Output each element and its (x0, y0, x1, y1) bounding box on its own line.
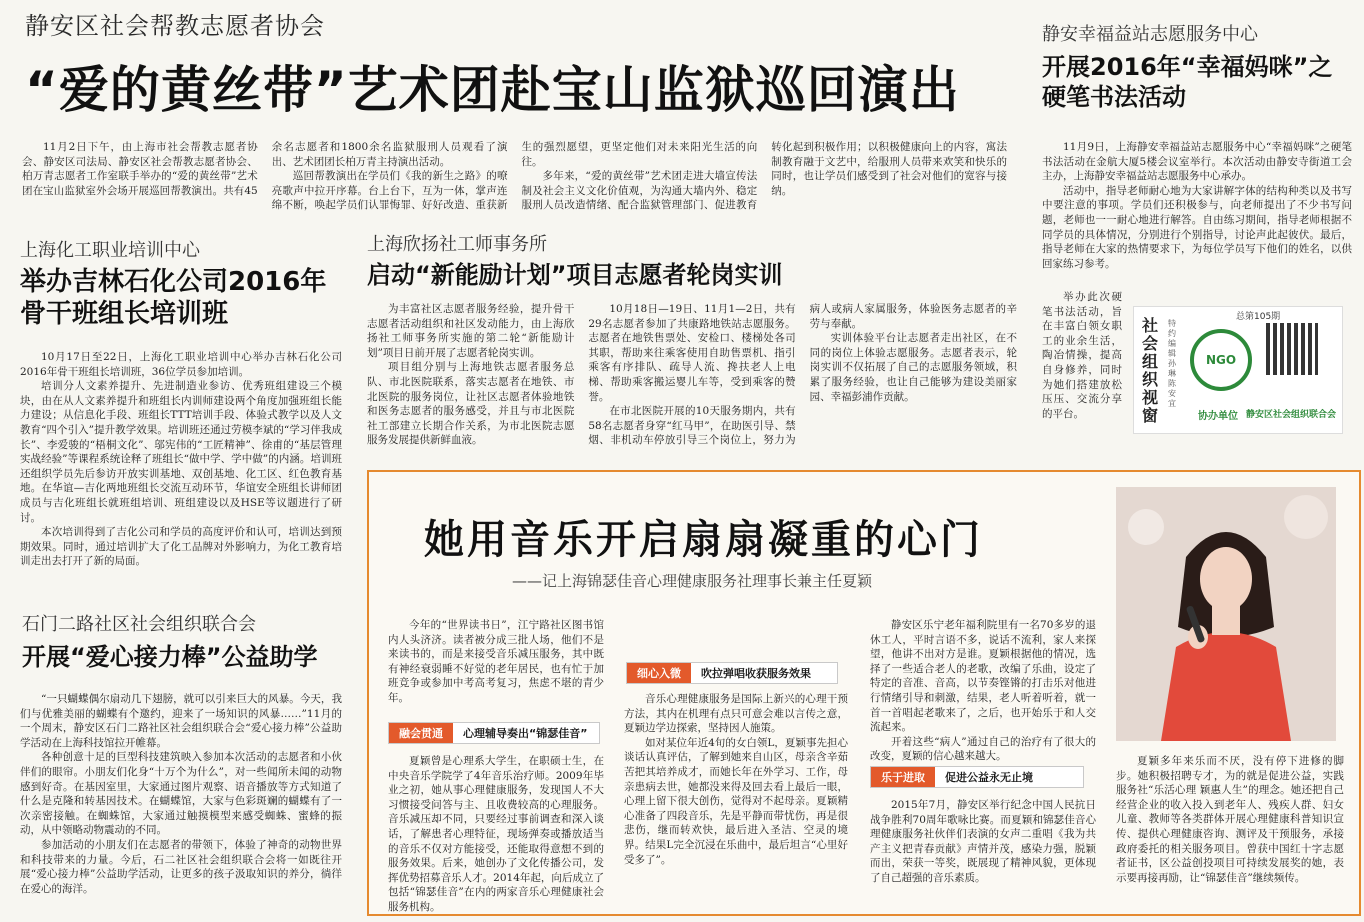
paragraph: 巡回帮教演出在学员们《我的新生之路》的嘹亮歌声中拉开序幕。台上台下，互为一体，掌声连绵不断，唤起学员们认罪悔罪、好好改造、重获新生的强烈愿望，更坚定他们对未来阳光生活的向往。 (271, 141, 758, 212)
singer-illustration-icon (1116, 487, 1336, 741)
paragraph: 本次培训得到了吉化公司和学员的高度评价和认可，培训达到预期效果。同时，通过培训扩大了化工品牌对外影响力，为化工教育培训走出去打开了新的局面。 (20, 526, 342, 568)
top-article-org: 静安区社会帮教志愿者协会 (25, 12, 325, 40)
tag-label: 吹拉弹唱收获服务效果 (701, 667, 811, 680)
feature-section-2-cont (870, 618, 1096, 763)
section-tag-2 (626, 662, 838, 684)
paragraph: 10月17日至22日，上海化工职业培训中心举办吉林石化公司2016年骨干班组长培训班，36位学员参加培训。 (20, 351, 342, 378)
paragraph: “一只蝴蝶偶尔扇动几下翅膀，就可以引来巨大的风暴。今天，我们与优雅美丽的蝴蝶有个邀约，迎来了一场知识的风暴……”11月的一个周末，静安区石门二路社区社会组织联合会“爱心接力棒”公益助学活动在上海科技馆拉开帷幕。 (20, 693, 342, 749)
left-article-1-body (20, 350, 342, 592)
tag-badge: 融会贯通 (389, 723, 453, 743)
ngo-emblem-text: NGO (1205, 353, 1237, 367)
feature-section-1 (388, 754, 604, 918)
tag-badge: 细心入微 (627, 663, 691, 683)
top-article-headline: “爱的黄丝带”艺术团赴宝山监狱巡回演出 (25, 61, 960, 119)
portrait-photo (1116, 487, 1336, 741)
feature-section-2 (624, 692, 848, 918)
qr-code-icon (1266, 323, 1318, 375)
paragraph: 11月9日，上海静安幸福益站志愿服务中心“幸福妈咪”之硬笔书法活动在金航大厦5楼会议室举行。本次活动由静安寺街道工会主办，上海静安幸福益站志愿服务中心承办。 (1042, 141, 1352, 183)
paragraph: 项目组分别与上海地铁志愿者服务总队、市北医院联系，落实志愿者在地铁、市北医院的服务岗位，让社区志愿者体验地铁和医务志愿者的服务感受，并且与市北医院社工部建立长期合作关系，为市北医院志愿服务发展提供新鲜血液。 (367, 361, 575, 447)
paragraph: 2015年7月，静安区举行纪念中国人民抗日战争胜利70周年歌咏比赛。而夏颖和锦瑟佳音心理健康服务社伙伴们表演的女声二重唱《我为共产主义把青春贡献》声情并茂，感染力强，脱颖而出，荣获一等奖，既展现了精神风貌，更体现了自己超强的音乐素质。 (870, 799, 1096, 884)
paragraph: 培训分人文素养提升、先进制造业参访、优秀班组建设三个模块，由在从人文素养提升和班组长内训师建设两个角度加强班组长能力建设；从信息化手段、班组长TTT培训手段、体验式教学以及人文教育“四个引入”提升教学效果。培训班还通过劳模李斌的“学习伴我成长”、李爱骏的“梧桐文化”、邬宪伟的“工匠精神”、徐甫的“基层管理实战经验”等课程系统诠释了班组长“做中学、学中做”的内涵。培训班还组织学员先后参访开放实训基地、双创基地、化工区、红色教育基地。在华谊—吉化两地班组长交流互动环节，华谊安全班组长讲师团成员与吉化班组长就班组培训、班组建设以及HSE等议题进行了研讨。 (20, 380, 342, 524)
left-article-2-headline: 开展“爱心接力棒”公益助学 (22, 643, 318, 671)
paragraph: 11月2日下午，由上海市社会帮教志愿者协会、静安区司法局、静安区社会帮教志愿者协会、柏万青志愿者工作室联手举办的“爱的黄丝带”艺术团在宝山监狱室外会场开展巡回帮教演出。共有45余名志愿者和1800余名监狱服刑人员观看了演出、艺术团团长柏万青主持演出活动。 (22, 141, 508, 197)
tag-label: 促进公益永无止境 (945, 771, 1033, 784)
paragraph: 开着这些“病人”通过自己的治疗有了很大的改变，夏颖的信心越来越大。 (870, 735, 1096, 763)
paragraph: 静安区乐宁老年福利院里有一名70多岁的退休工人，平时言语不多，说话不流利，家人来探望，他讲不出对方是谁。夏颖根据他的情况，选择了一些适合老人的老歌，改编了乐曲，设定了特定的音准、音高，以节奏铿锵的打击乐对他进行情绪引导和刺激，结果，老人听着听着，就一首一首唱起老歌来了，之后，也开始乐于和人交流起来。 (870, 619, 1096, 734)
section-tag-1 (388, 722, 600, 744)
left-article-2-org: 石门二路社区社会组织联合会 (22, 614, 256, 635)
tag-badge: 乐于进取 (871, 767, 935, 787)
social-org-window-ad (1133, 306, 1343, 434)
ad-footer-org: 静安区社会组织联合会 (1246, 410, 1337, 420)
left-article-2-body (20, 692, 342, 920)
right-article-tail (1042, 290, 1122, 460)
paragraph: 今年的“世界读书日”，江宁路社区图书馆内人头济济。读者被分成三批人场，他们不是来读书的，而是来接受音乐减压服务，其中既有神经衰弱睡不好觉的老年居民，也有忙于加班竞争或参加中考高考复习，焦虑不堪的青少年。 (388, 619, 604, 704)
ad-vertical-title: 社会组织视窗 (1142, 316, 1159, 425)
right-article-body (1042, 140, 1352, 298)
top-article-body (22, 140, 1007, 225)
ngo-emblem-icon (1190, 329, 1252, 391)
paragraph: 如对某位年近4旬的女白领L，夏颖事先担心谈话认真评估，了解到她来自山区，母亲含辛茹苦把其培养成才，而她长年在外学习、工作，母亲患病去世，她都没来得及回去看上最后一眼，心理上留下很大创伤，觉得对不起母亲。夏颖精心准备了四段音乐，先是平静而带忧伤，再是很悲伤，继而转欢快，最后进入圣洁、空灵的境界。结果L完全沉浸在乐曲中，最后坦言“心里好受多了”。 (624, 736, 848, 866)
paragraph: 参加活动的小朋友们在志愿者的带领下，体验了神奇的动物世界和科技带来的力量。今后，石二社区社会组织联合会将一如既往开展“爱心接力棒”公益助学活动，让更多的孩子汲取知识的养分，徜徉在爱心的海洋。 (20, 838, 342, 895)
left-article-1-org: 上海化工职业培训中心 (20, 240, 200, 261)
paragraph: 10月18日—19日、11月1—2日，共有29名志愿者参加了共康路地铁站志愿服务。志愿者在地铁售票处、安检口、楼梯处各司其职，帮助来往乘客使用自助售票机、指引乘客有序排队、疏导人流、搀扶老人上电梯、帮助乘客搬运婴儿车等，受到乘客的赞誉。 (588, 303, 796, 403)
feature-right-column (1116, 754, 1344, 914)
paragraph: 各种创意十足的巨型科技建筑映入参加本次活动的志愿者和小伙伴们的眼帘。小朋友们化身“十万个为什么”，对一些闻所未闻的动物感到好奇。在基因室里，大家通过图片观察、语音播放等方式知道了什么是克隆和转基因技术。在蝴蝶馆，大家与色彩斑斓的蝴蝶有了一次亲密接触。在蜘蛛馆，大家通过触摸模型来感受蜘蛛、蜜蜂的振动，从中领略动物震动的不同。 (20, 751, 342, 837)
paragraph: 音乐心理健康服务是国际上新兴的心理干预方法，其内在机理有点只可意会难以言传之意，夏颖边学边探索，坚持因人施策。 (624, 693, 848, 735)
center-article-headline: 启动“新能励计划”项目志愿者轮岗实训 (367, 261, 783, 289)
right-article-org: 静安幸福益站志愿服务中心 (1042, 24, 1258, 45)
feature-subheadline: ——记上海锦瑟佳音心理健康服务社理事长兼主任夏颖 (512, 572, 873, 590)
tag-label: 心理辅导奏出“锦瑟佳音” (463, 727, 588, 740)
left-article-1-headline: 举办吉林石化公司2016年骨干班组长培训班 (20, 267, 327, 329)
center-article-body (367, 302, 1017, 460)
feature-intro (388, 618, 604, 708)
paragraph: 夏颖多年来乐而不厌，没有停下进修的脚步。她积极招聘专才，为的就是促进公益，实践服务社“乐活心理 颖惠人生”的理念。她还把自己经营企业的收入投入到老年人、残疾人群、妇女儿童、教师等各类群体开展心理健康科普知识宣传、提供心理健康咨询、测评及干预服务，承接政府委托的相关服务项目。曾获中国红十字志愿者证书，区公益创投项目可持续发展奖的她，表示要再接再励，让“锦瑟佳音”继续频传。 (1116, 755, 1344, 884)
ad-issue-number: 总第105期 (1236, 312, 1281, 322)
paragraph: 为丰富社区志愿者服务经验，提升骨干志愿者活动组织和社区发动能力，由上海欣扬社工师事务所实施的第二轮“新能励计划”项目日前开展了志愿者轮岗实训。 (367, 303, 575, 359)
feature-headline: 她用音乐开启扇扇凝重的心门 (424, 517, 983, 563)
right-article-headline: 开展2016年“幸福妈咪”之硬笔书法活动 (1042, 53, 1333, 111)
ad-footer-label: 协办单位 (1198, 411, 1238, 422)
paragraph: 举办此次硬笔书法活动，旨在丰富白领女职工的业余生活，陶冶情操，提高自身修养，同时为她们搭建放松压压、交流分享的平台。 (1042, 291, 1122, 420)
feature-section-3 (870, 798, 1096, 914)
paragraph: 在市北医院开展的10天服务期内，共有58名志愿者身穿“红马甲”，在助医引导、禁烟、非机动车停放引导三个岗位上，努力为病人或病人家属服务，体验医务志愿者的辛劳与奉献。 (588, 303, 1017, 447)
paragraph: 夏颖曾是心理系大学生，在职硕士生，在中央音乐学院学了4年音乐治疗师。2009年毕业之初，她从事心理健康服务，发现国人不大习惯接受问答与主、且收费较高的心理服务。音乐减压却不同，只要经过事前调查和深入谈话，了解患者心理特征，现场弹奏或播放适当的音乐不仅对方能接受，还能取得意想不到的服务效果。后来，她创办了文化传播公司，发挥优势招募音乐人才。2014年起，向后成立了包括“锦瑟佳音”在内的两家音乐心理健康社会服务机构。 (388, 755, 604, 913)
center-article-org: 上海欣扬社工师事务所 (367, 234, 547, 255)
paragraph: 多年来，“爱的黄丝带”艺术团走进大墙宣传法制及社会主义文化价值观，为沟通大墙内外、稳定服刑人员改造情绪、配合监狱管理部门、促进教育转化起到积极作用；以积极健康向上的内容，寓法制教育融于文艺中，给服刑人员带来欢笑和快乐的同时，也让学员们感受到了社会对他们的宽容与接纳。 (521, 141, 1007, 212)
section-tag-3 (870, 766, 1084, 788)
paragraph: 实训体验平台让志愿者走出社区，在不同的岗位上体验志愿服务。志愿者表示，轮岗实训不仅拓展了自己的志愿服务领域，积累了服务经验，也让自己能够为建设美丽家园、幸福彭浦作贡献。 (809, 332, 1017, 403)
paragraph: 活动中，指导老师耐心地为大家讲解字体的结构种类以及书写中要注意的事项。学员们还积极参与，向老师提出了不少书写问题，老师也一一耐心地进行解答。自由练习期间，指导老师根据不同学员的具体情况，分别进行个别指导，讨论声此起彼伏。最后，指导老师在大家的热情要求下，为每位学员写下他们的姓名，以供回家练习参考。 (1042, 184, 1352, 270)
ad-editor-text: 特约编辑 孙琳 陈安宜 (1168, 319, 1176, 408)
